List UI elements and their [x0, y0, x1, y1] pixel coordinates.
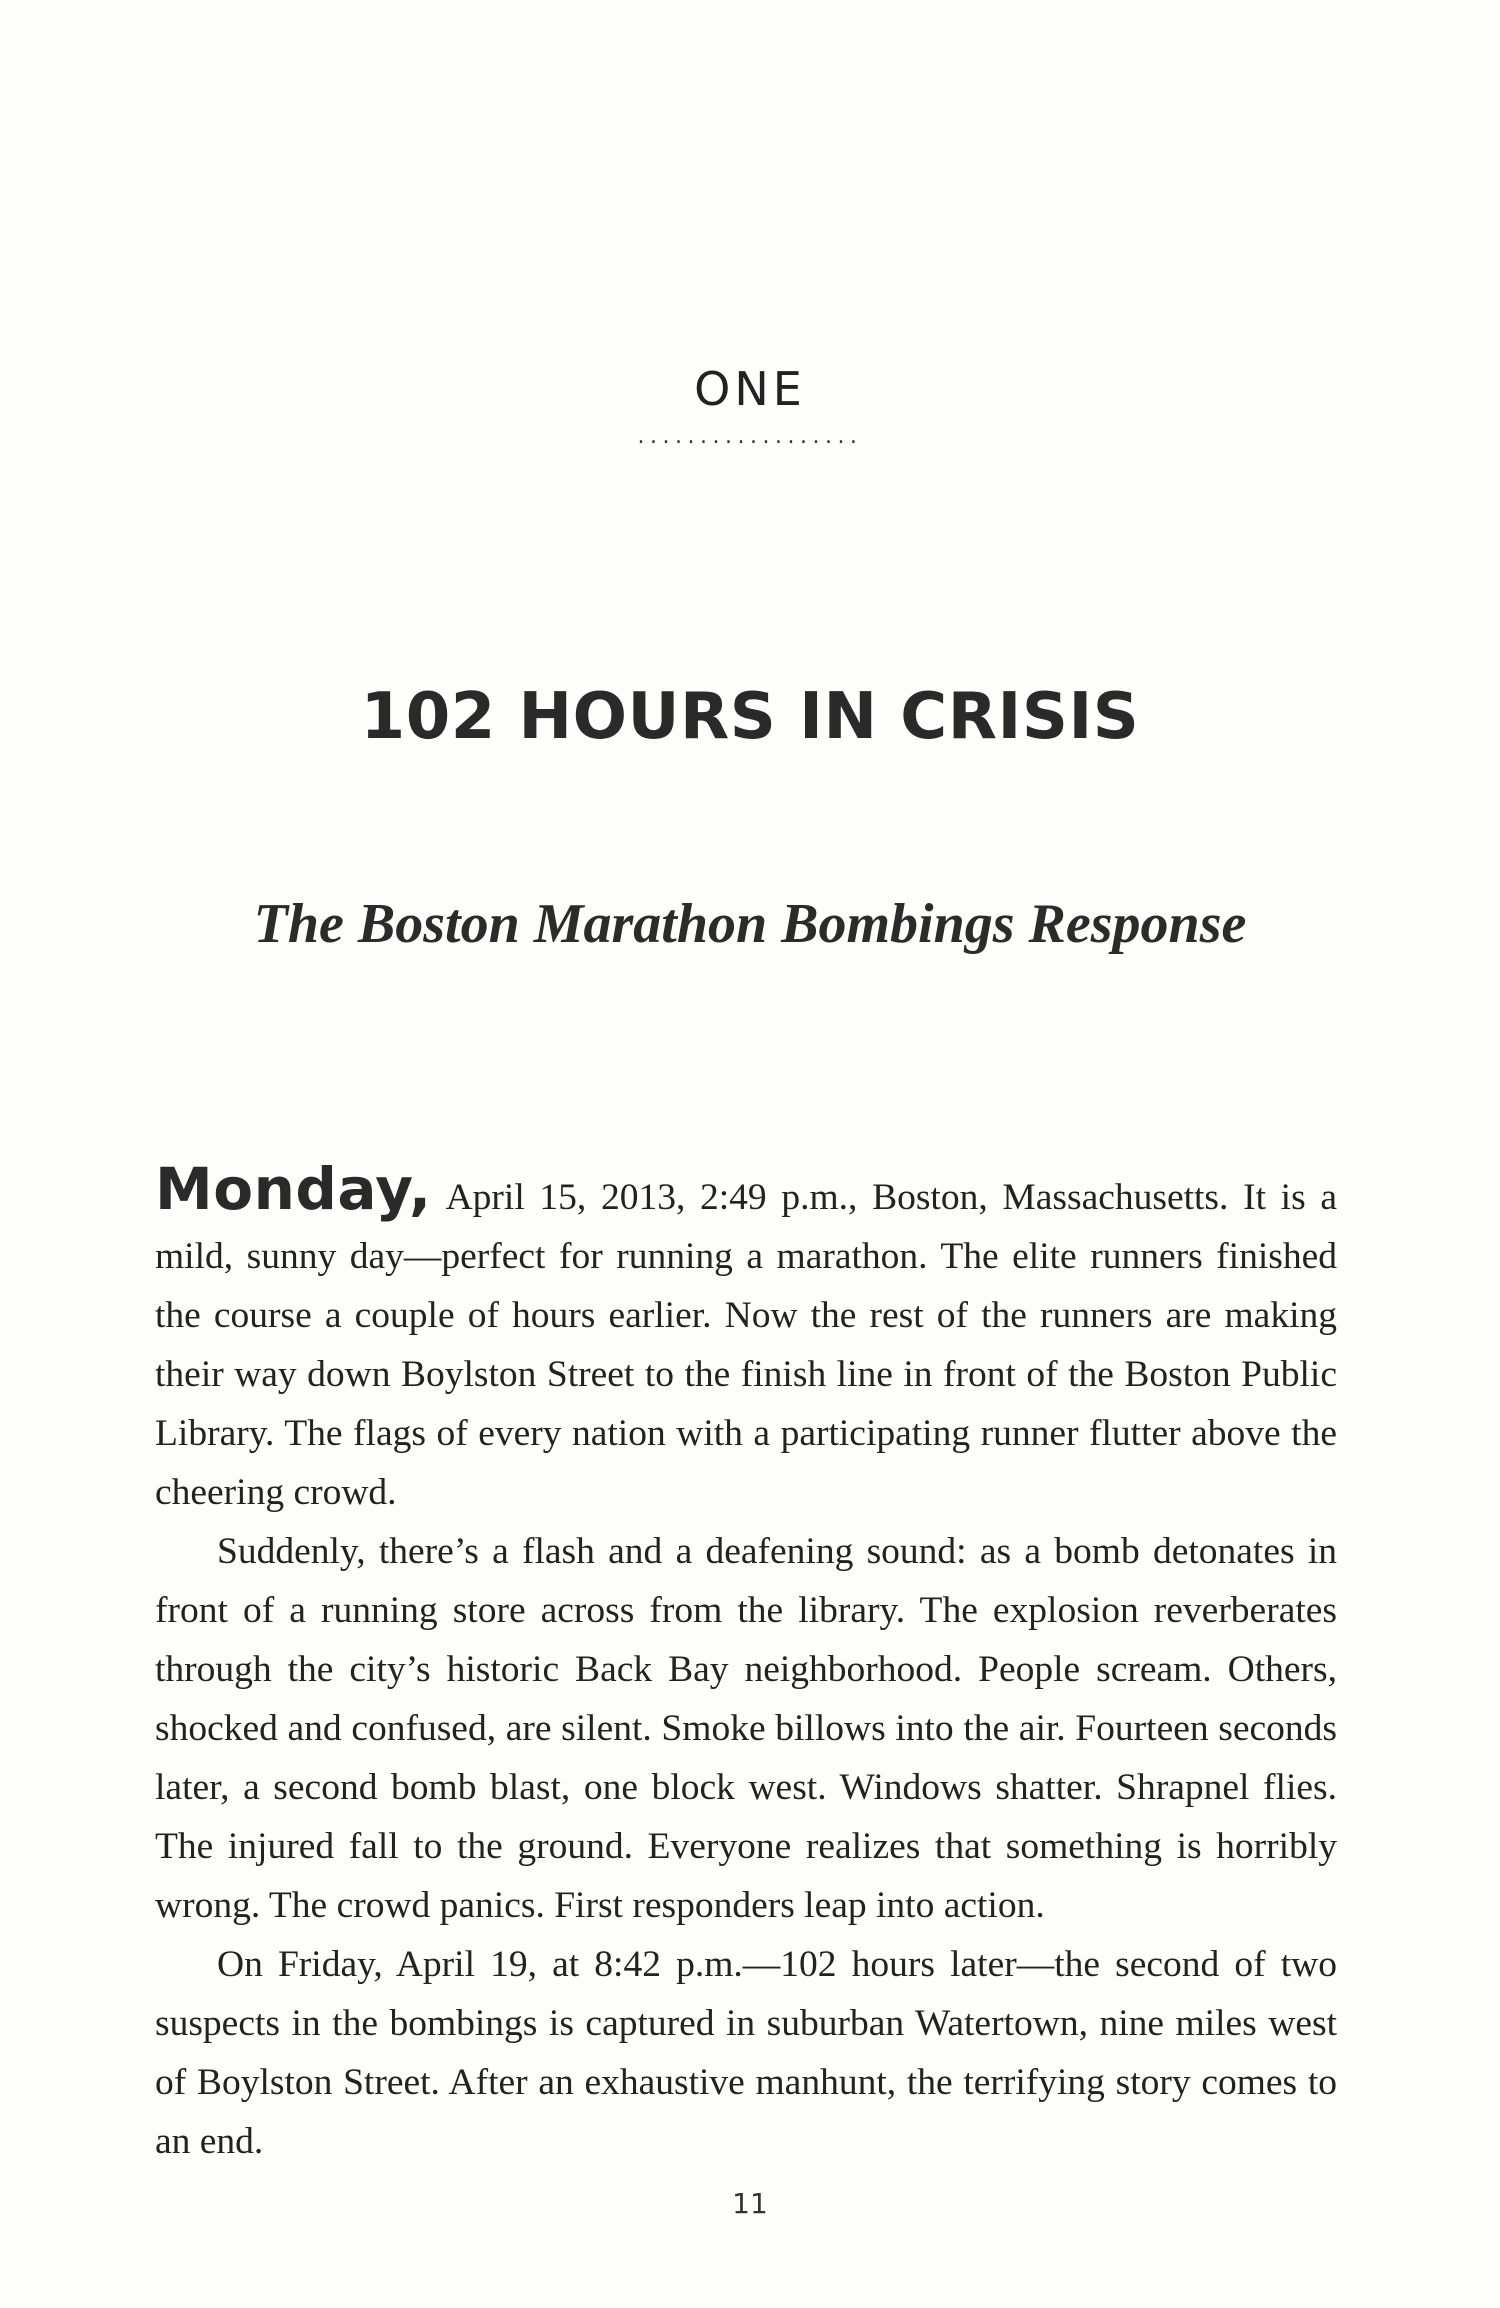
chapter-number: ONE: [694, 362, 806, 416]
chapter-subtitle: The Boston Marathon Bombings Response: [253, 893, 1247, 955]
paragraph-3: On Friday, April 19, at 8:42 p.m.—102 hours later—the second of two suspects in the bombings is captured in suburban Watertown, nine miles west of Boylston Street. After an exhaustive manhunt, the terrifying story comes to an end.: [155, 1944, 1337, 2162]
dotted-divider: ..................: [637, 424, 863, 449]
chapter-title: 102 HOURS IN CRISIS: [360, 680, 1140, 754]
lead-word: Monday,: [155, 1155, 432, 1223]
chapter-body: [155, 1155, 1337, 2171]
paragraph-1: [155, 1155, 1337, 1522]
paragraph-2: Suddenly, there’s a flash and a deafening sound: as a bomb detonates in front of a running store across from the library. The explosion reverberates through the city’s historic Back Bay neighborhood. People scream. Others, shocked and confused, are silent. Smoke billows into the air. Fourteen seconds later, a second bomb blast, one block west. Windows shatter. Shrapnel flies. The injured fall to the ground. Everyone realizes that something is horribly wrong. The crowd panics. First responders leap into action.: [155, 1531, 1337, 1926]
paragraph-1-text: April 15, 2013, 2:49 p.m., Boston, Massachusetts. It is a mild, sunny day—perfect for running a marathon. The elite runners finished the course a couple of hours earlier. Now the rest of the runners are making their way down Boylston Street to the finish line in front of the Boston Public Library. The flags of every nation with a participating runner flutter above the cheering crowd.: [155, 1177, 1337, 1513]
page-number: 11: [732, 2187, 768, 2220]
